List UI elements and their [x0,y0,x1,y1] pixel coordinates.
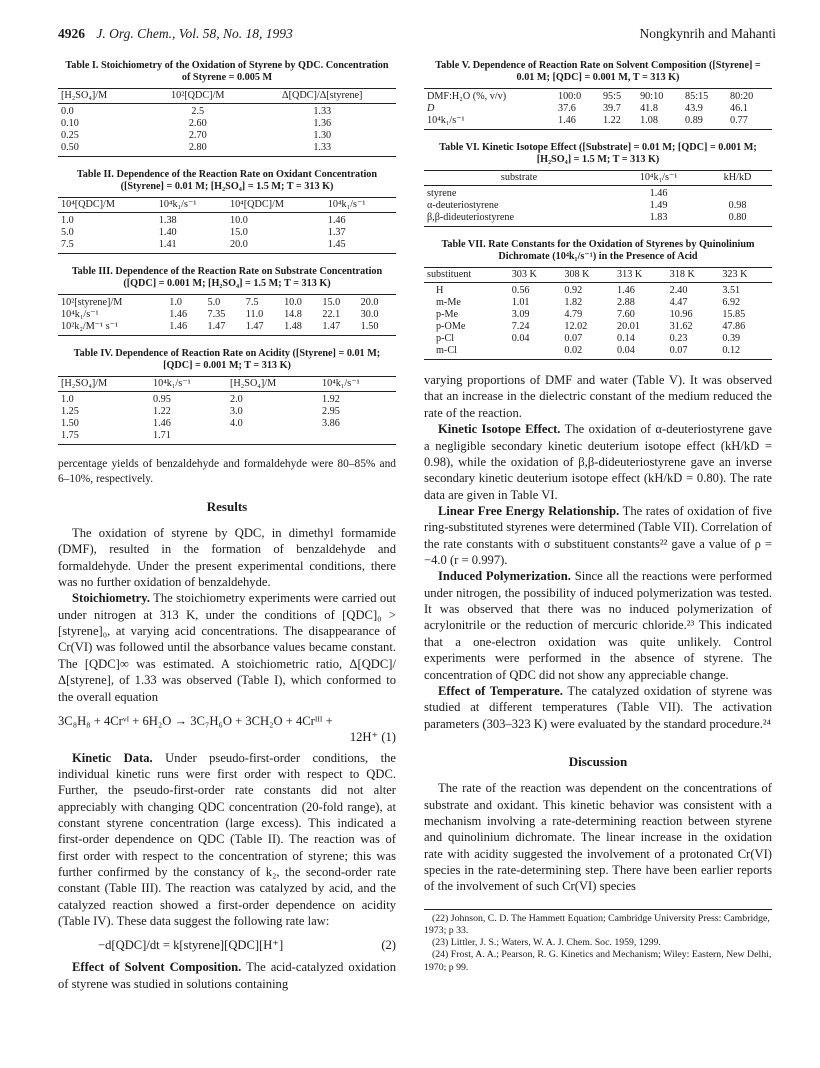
table-cell: 10²k₂/M⁻¹ s⁻¹ [58,321,166,336]
table-cell: 11.0 [245,308,264,320]
table-cell: 0.89 [682,115,727,130]
table-cell: D [427,102,435,114]
kie-text: The oxidation of α-deuteriostyrene gave a negligible secondary kinetic deuterium isotope effect (kH/kD = 0.98), while the oxidation of β,β-dideuteriostyrene gave an inverse secondary kinetic deuterium isotope effect (kH/kD = 0.80). The rate data are given in Table VI. [424,422,773,502]
discussion-paragraph: The rate of the reaction was dependent on the concentrations of substrate and oxidant. This kinetic behavior was consistent with a mechanism involving a rate-determining reaction between styrene and quinolinium dichromate. The linear increase in the oxidation rate with acidity suggested the involvement of a protonated Cr(VI) species in the rate-determining step. There have been earlier reports of the involvement of such Cr(VI) species [424,781,772,894]
table-cell: 4.47 [669,296,688,308]
table-cell: 1.33 [248,142,396,157]
lfer-heading: Linear Free Energy Relationship. [438,503,620,518]
table-cell: 0.10 [61,117,79,129]
table-4 [58,348,396,445]
table-cell: 10.0 [229,214,248,226]
table-header-cell: 10⁴k₁/s⁻¹ [150,376,227,391]
table-row [58,130,396,142]
stoichiometry-heading: Stoichiometry. [72,591,150,606]
kinetic-data-paragraph [58,750,396,930]
temperature-heading: Effect of Temperature. [438,683,563,698]
table-cell [509,345,562,360]
table-cell: 1.40 [158,226,177,238]
table-cell: 0.0 [61,105,74,117]
results-paragraph: The oxidation of styrene by QDC, in dimethyl formamide (DMF), resulted in the formation of benzaldehyde and formaldehyde. Under the present experimental conditions, there was no further oxidation of benzaldehyde. [58,525,396,590]
table-cell: 3.51 [722,284,741,296]
table-cell: 2.95 [322,405,340,417]
table-row [58,118,396,130]
kinetic-data-heading: Kinetic Data. [72,750,153,765]
reference-item: (23) Littler, J. S.; Waters, W. A. J. Chem. Soc. 1959, 1299. [432,937,661,949]
table-cell: 0.80 [703,212,772,227]
table-cell: 0.95 [153,393,171,405]
right-column [424,60,772,974]
table-cell: 0.07 [667,345,720,360]
table-cell: 1.30 [313,129,332,141]
table-cell: 10.96 [669,308,693,320]
solvent-paragraph [58,959,396,992]
table-row [424,282,772,297]
table-header-cell: [H₂SO₄]/M [58,88,147,103]
table-cell: 31.62 [669,320,693,332]
table-row [424,185,772,200]
table-cell: 1.47 [319,321,357,336]
table-cell: 1.0 [169,296,182,308]
table-cell: 0.77 [727,115,772,130]
table-cell: 1.45 [325,239,396,254]
table-cell: 0.50 [58,142,147,157]
table-header-cell: 10⁴k₁/s⁻¹ [614,170,703,185]
equation-2 [58,938,396,954]
table-cell: 5.0 [61,226,74,238]
table-cell [703,185,772,200]
table-cell: 1.08 [637,115,682,130]
table-cell: 30.0 [360,308,379,320]
table-cell: 1.46 [169,308,188,320]
table-header-cell: 303 K [509,267,562,282]
lfer-text: The rates of oxidation of five ring-substituted styrenes were determined (Table VII). Correlation of the rate constants with σ substituent constants²² gave a value of ρ = −4.0 (r = 0.997). [424,503,772,568]
table-5-grid [424,88,772,130]
equation-1-line1: 3C₈H₈ + 4Crᵛᴵ + 6H₂O → 3C₇H₆O + 3CH₂O + 4Crᴵᴵᴵ + [58,713,333,728]
table-cell [227,430,319,445]
table-header-cell: 10⁴k₁/s⁻¹ [156,197,227,212]
stoichiometry-paragraph [58,590,396,705]
table-cell: 0.12 [719,345,772,360]
polymerization-text: Since all the reactions were performed under nitrogen, the possibility of induced polymerization was tested. It was observed that there was no induced polymerization of acrylonitrile or the reduction of mercuric chloride.²³ This indicated that a one-electron oxidation was quite unlikely. Control experiments were performed in the absence of styrene. The concentration of QDC did not show any appreciable change. [424,569,772,682]
table-cell: 2.0 [229,393,243,405]
table-cell: m-Cl [424,345,509,360]
page-number: 4926 [58,26,85,41]
table-cell: 1.0 [61,393,74,405]
table-cell: 4.79 [564,308,583,320]
table-row [58,103,396,118]
table-row [424,88,772,103]
table-cell: 1.46 [327,214,346,226]
stoichiometry-text: The stoichiometry experiments were carried out under nitrogen at 313 K, under the conditions of [QDC]₀ > [styrene]₀, at varying acid concentrations. The disappearance of Cr(VI) was followed until the absorbance values became constant. The [QDC]∞ was estimated. A stoichiometric ratio, Δ[QDC]/Δ[styrene], of 1.33 was observed (Table I), which conformed to the overall equation [58,591,397,704]
table-row [58,321,396,336]
solvent-heading: Effect of Solvent Composition. [72,960,242,975]
table-1-grid [58,88,396,157]
table-header-cell: substrate [424,170,614,185]
table-cell: 1.46 [649,187,668,199]
table-row [424,200,772,212]
intro-paragraph: percentage yields of benzaldehyde and formaldehyde were 80–85% and 6–10%, respectively. [58,458,396,485]
references [424,909,772,974]
table-cell: 1.25 [61,405,79,417]
table-cell: 90:10 [640,90,664,102]
polymerization-heading: Induced Polymerization. [438,569,571,584]
table-cell: 0.04 [511,333,530,344]
table-6 [424,142,772,227]
table-header-cell: substituent [424,267,509,282]
table-row [58,406,396,418]
table-6-grid [424,170,772,227]
table-cell: 10²[styrene]/M [61,296,123,308]
table-row [58,227,396,239]
table-cell: 0.02 [561,345,614,360]
table-cell: 46.1 [730,102,748,114]
table-row [58,309,396,321]
table-cell: 1.50 [61,417,79,429]
table-cell: 41.8 [640,102,658,114]
table-row [424,103,772,115]
table-row [58,212,396,227]
table-cell: 15.0 [229,226,248,238]
table-cell: 7.5 [245,296,259,308]
table-1 [58,60,396,157]
table-row [58,239,396,254]
table-cell: 0.56 [511,284,530,296]
table-row [424,333,772,345]
table-cell: 1.50 [358,321,396,336]
table-cell: 1.01 [511,296,530,308]
table-cell: 0.39 [722,333,741,344]
table-3 [58,266,396,336]
table-cell: 1.75 [58,430,150,445]
table-cell: 20.01 [617,320,640,332]
table-header-cell: kH/kD [703,170,772,185]
table-cell: 1.92 [322,393,340,405]
table-cell: 12.02 [564,320,588,332]
results-heading: Results [206,498,248,514]
table-cell: 1.83 [614,212,703,227]
table-cell: 20.0 [227,239,325,254]
table-cell: 95:5 [602,90,622,102]
table-header-cell: [H₂SO₄]/M [227,376,319,391]
table-cell: H [436,284,444,296]
equation-1-line2 [58,729,396,745]
table-row [424,212,772,227]
header-left [58,26,293,42]
kinetic-data-text: Under pseudo-first-order conditions, the individual kinetic runs were first order with respect to QDC. Further, the pseudo-first-order rate constants did not alter appreciably with changing QDC concentration (20-fold range), at constant styrene concentration (large excess). This indicated a first-order dependence on QDC (Table II). The reaction was of first order with respect to the concentration of styrene; this was further confirmed by the constancy of k₂, the second-order rate constant (Table III). The reaction was catalyzed by acid, and the catalyzed reaction showed a first-order dependence on acidity (Table IV). These data suggest the following rate law: [58,750,396,929]
table-cell: styrene [427,187,457,199]
table-cell: 85:15 [685,90,709,102]
table-cell: 1.0 [61,214,74,226]
table-cell: 1.46 [555,115,600,130]
table-row [58,418,396,430]
table-cell: 47.86 [722,320,746,332]
table-cell: 0.14 [617,333,635,344]
table-cell: 15.85 [722,308,746,320]
table-cell: 7.5 [58,239,156,254]
table-cell: 1.46 [166,321,204,336]
table-cell: 20.0 [360,296,379,308]
temperature-paragraph [424,683,772,732]
table-7-caption: Table VII. Rate Constants for the Oxidation of Styrenes by Quinolinium Dichromate (10⁴k₁/s⁻¹) in the Presence of Acid [441,238,755,263]
table-cell: 1.71 [150,430,227,445]
table-header-cell: 10⁴[QDC]/M [58,197,156,212]
table-cell: 7.60 [617,308,635,320]
table-cell: β,β-dideuteriostyrene [424,212,614,227]
reference-item: (22) Johnson, C. D. The Hammett Equation; Cambridge University Press: Cambridge, 1973; p 33. [424,912,770,936]
table-cell: 1.41 [156,239,227,254]
table-cell: 22.1 [322,308,341,320]
table-2-grid [58,197,396,254]
equation-1 [58,713,396,746]
lfer-paragraph [424,503,772,568]
page-header [58,26,776,48]
table-cell: α-deuteriostyrene [427,199,499,211]
table-cell: 1.33 [313,105,332,117]
table-cell: 10⁴k₁/s⁻¹ [424,115,555,130]
table-cell: 0.23 [669,333,688,344]
table-cell: 1.49 [649,199,668,211]
table-6-caption: Table VI. Kinetic Isotope Effect ([Substrate] = 0.01 M; [QDC] = 0.001 M; [H₂SO₄] = 1.5 M; T = 313 K) [439,141,757,166]
table-cell: 1.47 [205,321,243,336]
table-cell: 1.47 [243,321,281,336]
table-header-cell: 318 K [667,267,720,282]
table-cell: 1.36 [313,117,332,129]
table-cell: 1.37 [327,226,346,238]
table-cell: 4.0 [229,417,243,429]
reference-item: (24) Frost, A. A.; Pearson, R. G. Kinetics and Mechanism; Wiley: Eastern, New Delhi, 1970; p 99. [424,949,772,973]
table-cell: 0.92 [564,284,583,296]
table-header-cell: [H₂SO₄]/M [58,376,150,391]
table-3-grid [58,294,396,336]
discussion-heading: Discussion [568,753,628,769]
table-cell: p-Cl [436,333,455,344]
table-header-cell: 10²[QDC]/M [147,88,248,103]
table-cell: 1.82 [564,296,583,308]
table-row [424,115,772,130]
table-cell: 1.22 [600,115,637,130]
table-row [424,309,772,321]
table-cell: 0.04 [614,345,667,360]
table-cell: 1.46 [153,417,171,429]
table-cell: 2.60 [188,117,207,129]
table-cell: 2.40 [669,284,688,296]
table-cell: 15.0 [322,296,341,308]
table-header-cell: 313 K [614,267,667,282]
kie-paragraph [424,421,772,503]
table-cell: 2.5 [191,105,205,117]
table-cell [319,430,396,445]
table-header-cell: Δ[QDC]/Δ[styrene] [248,88,396,103]
table-cell: 43.9 [685,102,703,114]
table-cell: 2.80 [147,142,248,157]
table-cell: 37.6 [557,102,576,114]
table-7-grid [424,267,772,360]
table-header-cell: 10⁴k₁/s⁻¹ [319,376,396,391]
table-cell: 10⁴k₁/s⁻¹ [61,308,99,320]
equation-1-number: (1) [381,730,396,745]
table-row [58,430,396,445]
equation-1-tail: 12H⁺ [349,730,379,745]
equation-2-number: (2) [381,937,396,952]
table-cell: 7.24 [511,320,530,332]
polymerization-paragraph [424,568,772,683]
table-cell: p-Me [436,308,459,320]
table-4-caption: Table IV. Dependence of Reaction Rate on Acidity ([Styrene] = 0.01 M; [QDC] = 0.001 M; T = 313 K) [73,348,381,372]
table-cell: 5.0 [207,296,221,308]
table-cell: m-Me [436,296,461,308]
table-2 [58,169,396,254]
table-cell: 0.07 [564,333,583,344]
table-cell: p-OMe [436,320,466,332]
table-cell: 1.46 [617,284,635,296]
solvent-continuation: varying proportions of DMF and water (Table V). It was observed that an increase in the dielectric constant of the medium reduced the rate of the reaction. [424,373,772,420]
table-7 [424,239,772,360]
table-cell: 1.48 [281,321,319,336]
kie-heading: Kinetic Isotope Effect. [438,422,561,437]
left-column [58,60,396,992]
table-header-cell: 10⁴k₁/s⁻¹ [325,197,396,212]
solvent-text: The acid-catalyzed oxidation of styrene was studied in solutions containing [58,960,396,991]
table-row [424,345,772,360]
table-row [58,294,396,309]
table-header-cell: 10⁴[QDC]/M [227,197,325,212]
header-authors: Nongkynrih and Mahanti [639,26,776,41]
table-5 [424,60,772,130]
table-4-grid [58,376,396,445]
table-5-caption: Table V. Dependence of Reaction Rate on Solvent Composition ([Styrene] = 0.01 M; [QDC] = 0.001 M, T = 313 K) [435,60,761,84]
table-cell: 14.8 [284,308,302,320]
journal-citation: J. Org. Chem., Vol. 58, No. 18, 1993 [96,26,293,41]
table-row [424,321,772,333]
table-2-caption: Table II. Dependence of the Reaction Rate on Oxidant Concentration ([Styrene] = 0.01 M; [H₂SO₄] = 1.5 M; T = 313 K) [76,169,378,193]
table-header-cell: 323 K [719,267,772,282]
table-1-caption: Table I. Stoichiometry of the Oxidation of Styrene by QDC. Concentration of Styrene = 0.005 M [65,60,389,84]
temperature-text: The catalyzed oxidation of styrene was studied at different temperatures (Table VII). The activation parameters (303–323 K) were evaluated by the standard procedure.²⁴ [424,683,772,731]
table-cell: 1.38 [158,214,177,226]
table-cell: 2.70 [188,129,207,141]
table-cell: 80:20 [730,90,754,102]
table-row [424,297,772,309]
table-cell: 3.0 [229,405,243,417]
table-cell: 2.88 [617,296,635,308]
table-header-cell: 308 K [561,267,614,282]
table-row [58,391,396,406]
table-cell: 3.86 [322,417,340,429]
table-cell: 39.7 [602,102,621,114]
table-cell: 100:0 [557,90,582,102]
table-row [58,142,396,157]
table-cell: 6.92 [722,296,741,308]
table-3-caption: Table III. Dependence of the Reaction Rate on Substrate Concentration ([QDC] = 0.001 M; [H₂SO₄] = 1.5 M; T = 313 K) [71,266,383,290]
table-cell: 0.25 [61,129,79,141]
table-cell: 0.98 [728,199,747,211]
equation-2-expression: −d[QDC]/dt = k[styrene][QDC][H⁺] [98,937,284,952]
table-cell: 1.22 [153,405,171,417]
table-cell: 10.0 [284,296,302,308]
table-cell: DMF:H₂O (%, v/v) [427,90,507,102]
table-cell: 7.35 [207,308,226,320]
table-cell: 3.09 [511,308,530,320]
